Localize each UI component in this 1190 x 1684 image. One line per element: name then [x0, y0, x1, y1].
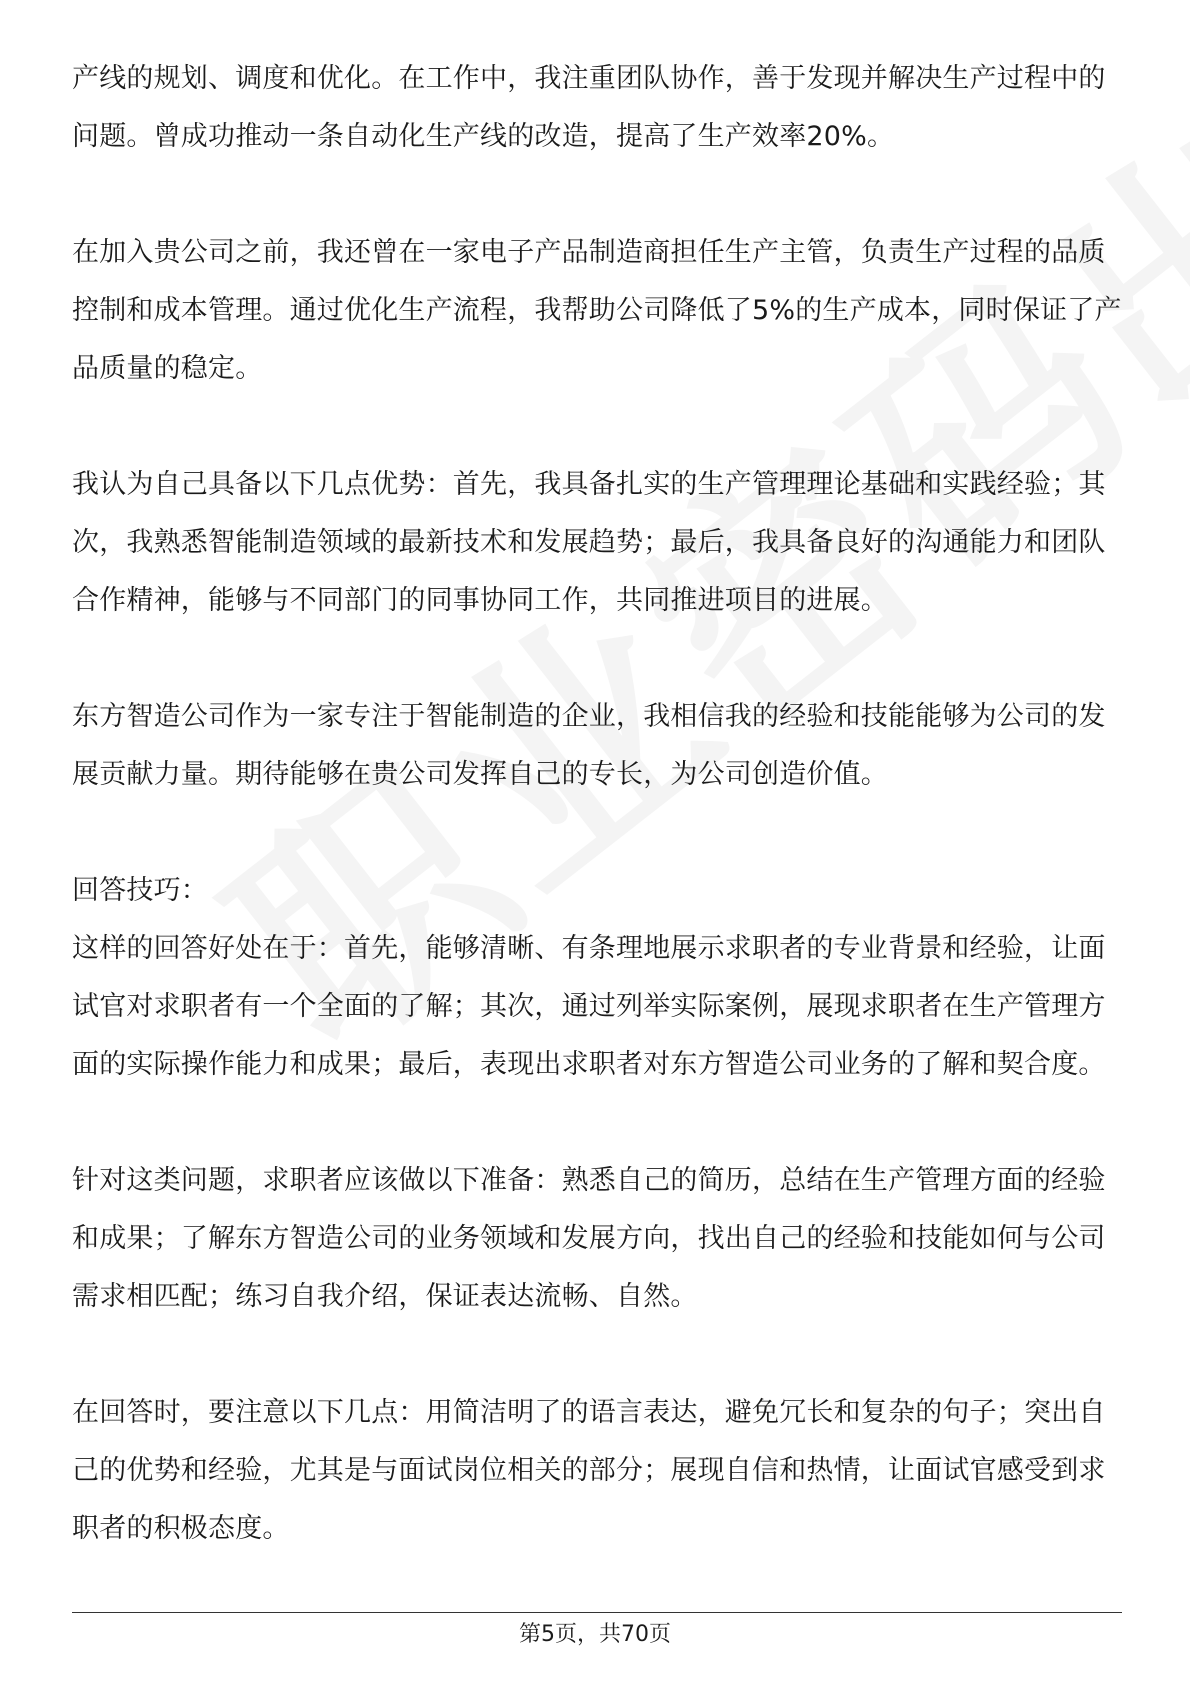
paragraph-strengths: 我认为自己具备以下几点优势：首先，我具备扎实的生产管理理论基础和实践经验；其次，我熟悉智能制造领域的最新技术和发展趋势；最后，我具备良好的沟通能力和团队合作精神，能够与不同部门的同事协同工作，共同推进项目的进展。	[72, 469, 1106, 616]
paragraph-preparation: 针对这类问题，求职者应该做以下准备：熟悉自己的简历，总结在生产管理方面的经验和成果；了解东方智造公司的业务领域和发展方向，找出自己的经验和技能如何与公司需求相匹配；练习自我介绍，保证表达流畅、自然。	[72, 1165, 1106, 1312]
paragraph-previous-role: 在加入贵公司之前，我还曾在一家电子产品制造商担任生产主管，负责生产过程的品质控制和成本管理。通过优化生产流程，我帮助公司降低了5%的生产成本，同时保证了产品质量的稳定。	[72, 237, 1122, 384]
paragraph-company-fit: 东方智造公司作为一家专注于智能制造的企业，我相信我的经验和技能能够为公司的发展贡献力量。期待能够在贵公司发挥自己的专长，为公司创造价值。	[72, 701, 1106, 790]
page-number: 第5页，共70页	[519, 1622, 671, 1647]
tips-body: 这样的回答好处在于：首先，能够清晰、有条理地展示求职者的专业背景和经验，让面试官对求职者有一个全面的了解；其次，通过列举实际案例，展现求职者在生产管理方面的实际操作能力和成果；最后，表现出求职者对东方智造公司业务的了解和契合度。	[72, 933, 1106, 1080]
footer-divider	[72, 1612, 1122, 1613]
tips-heading: 回答技巧：	[72, 875, 208, 906]
page-content	[72, 50, 1122, 1616]
paragraph-experience: 产线的规划、调度和优化。在工作中，我注重团队协作，善于发现并解决生产过程中的问题。曾成功推动一条自动化生产线的改造，提高了生产效率20%。	[72, 63, 1106, 152]
paragraph-notes: 在回答时，要注意以下几点：用简洁明了的语言表达，避免冗长和复杂的句子；突出自己的优势和经验，尤其是与面试岗位相关的部分；展现自信和热情，让面试官感受到求职者的积极态度。	[72, 1397, 1106, 1544]
